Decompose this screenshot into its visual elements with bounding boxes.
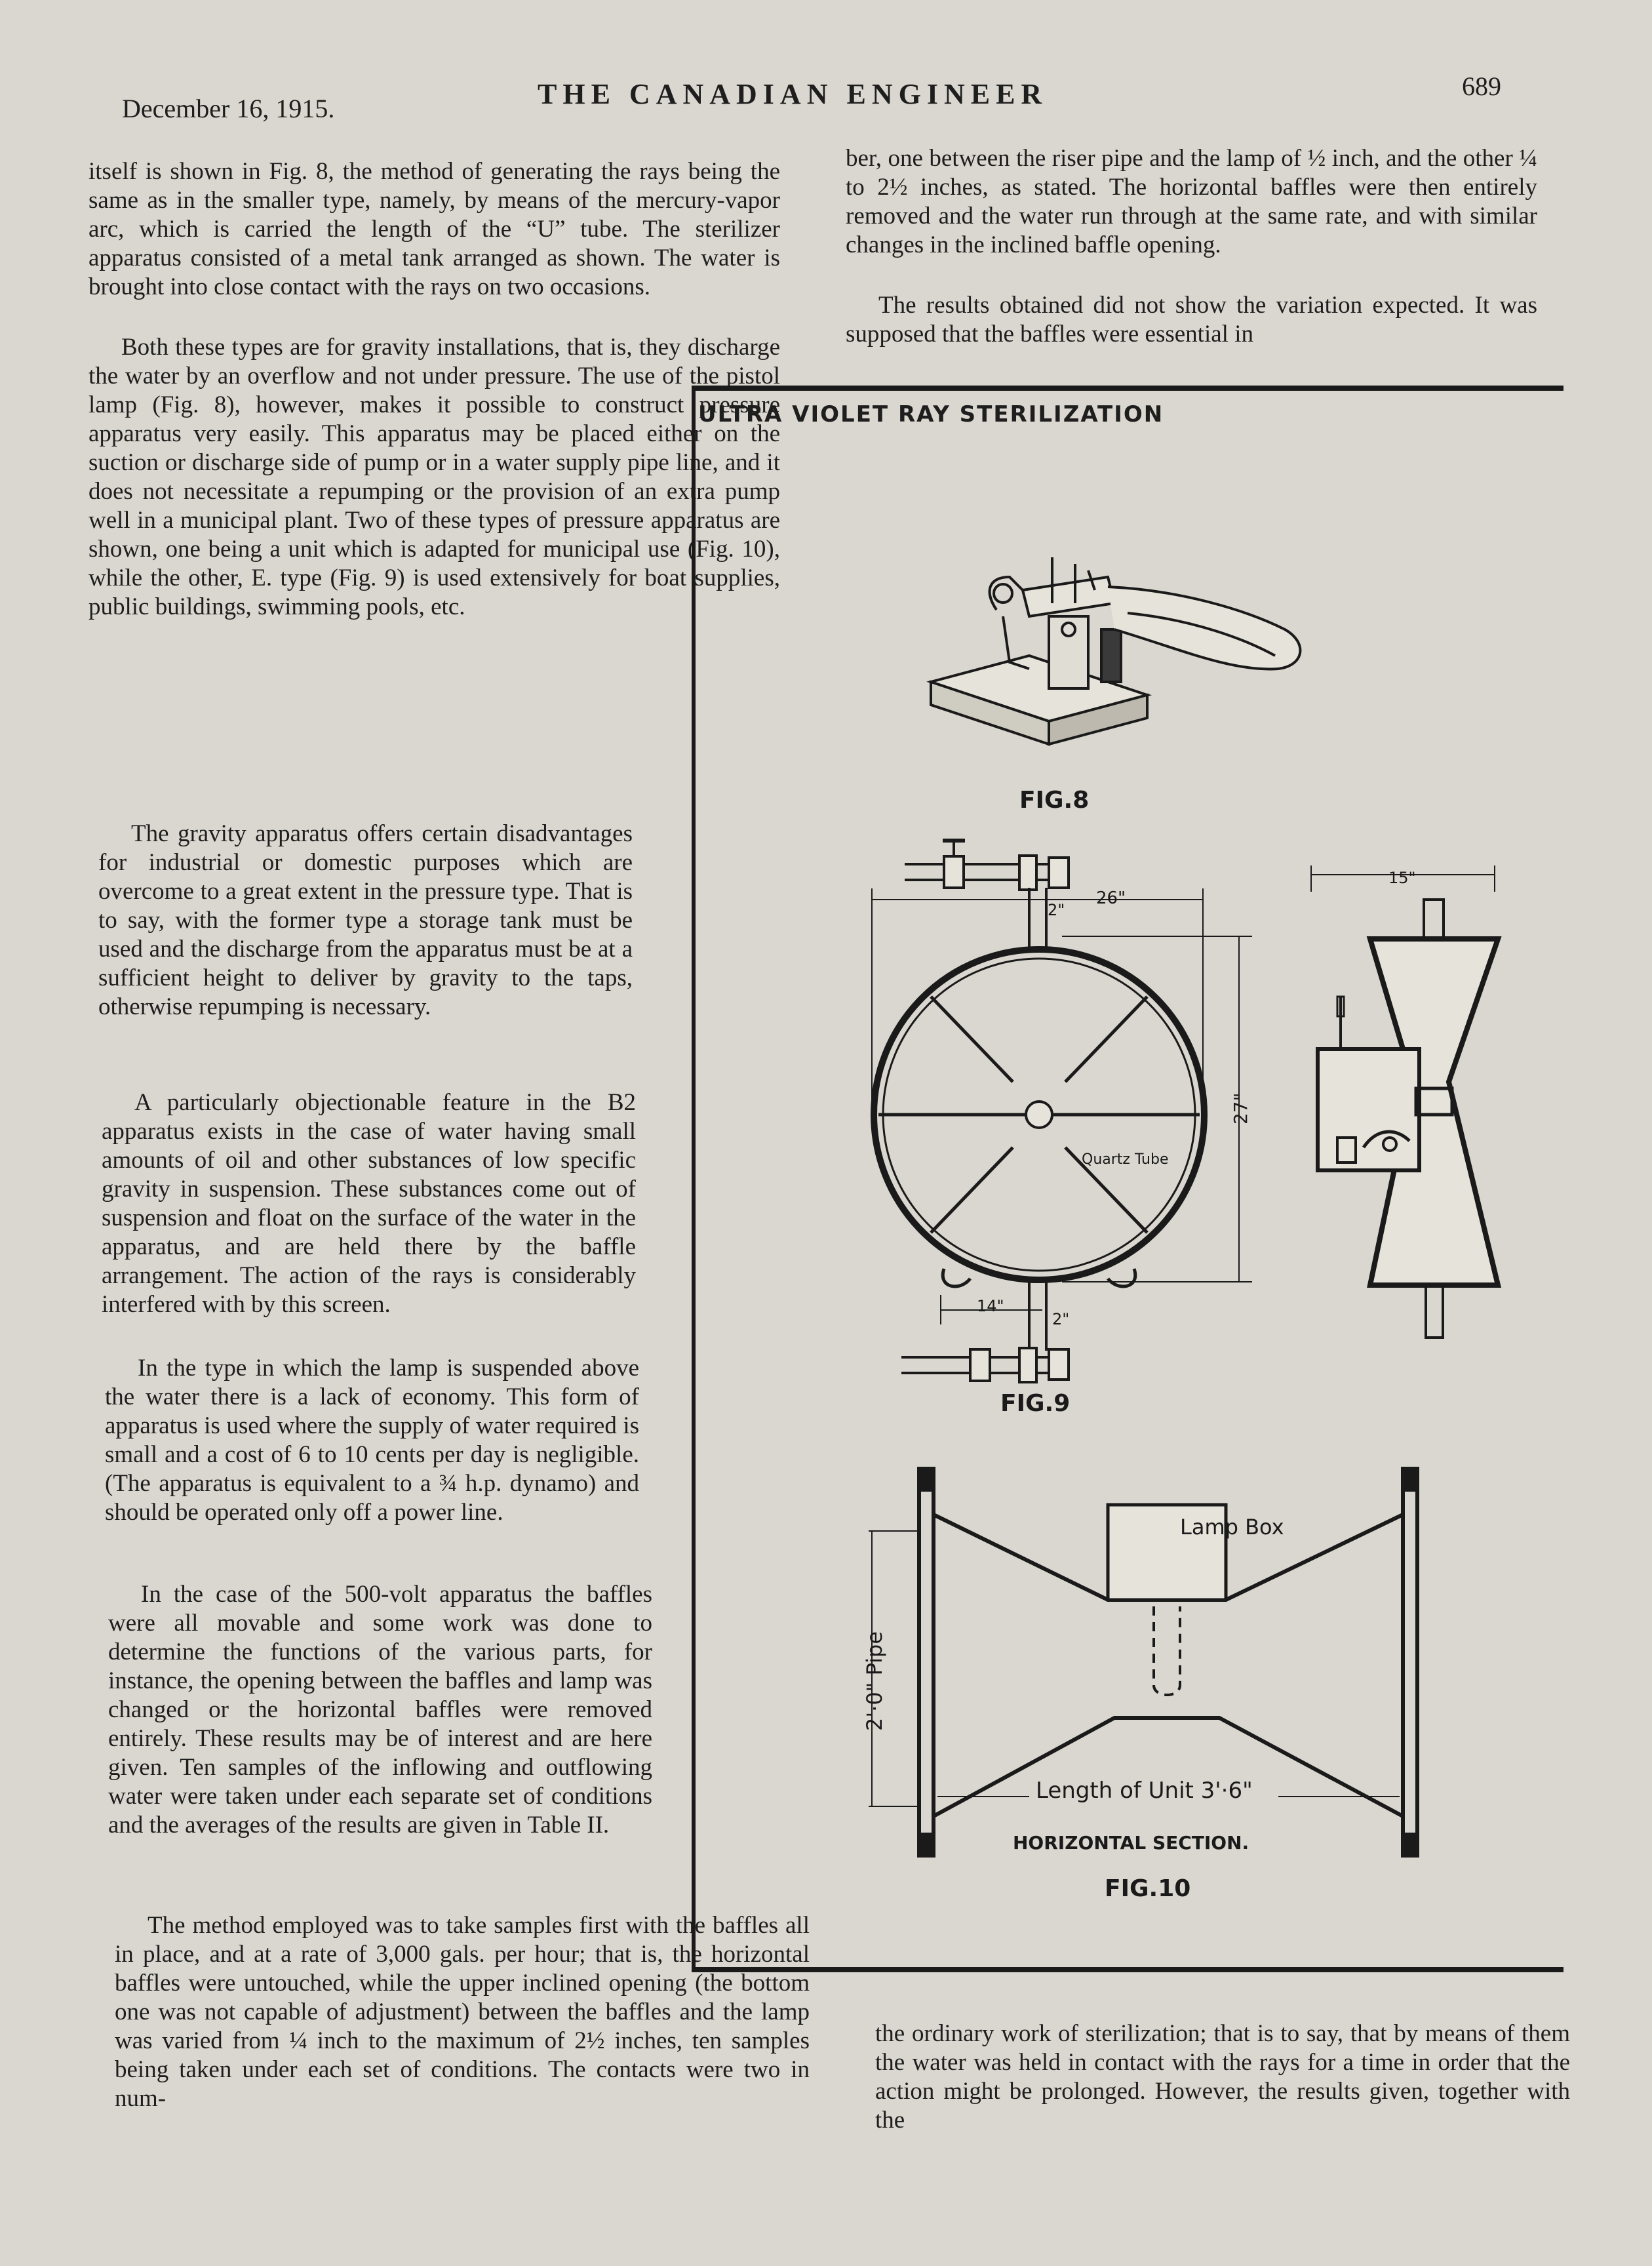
left-paragraph-3: The gravity apparatus offers certain disadvantages for industrial or domestic purposes which are overcome to a great extent in the pressure type. That is to say, with the former type a storage tank must be used and the discharge from the apparatus must be at a sufficient height to deliver by gravity to the taps, otherwise repumping is necessary.: [98, 820, 633, 1020]
right-paragraph-3: the ordinary work of sterilization; that is to say, that by means of them the water was held in contact with the rays for a time in order that the action might be prolonged. However, the results given, together with the: [875, 2020, 1570, 2134]
figure-title: ULTRA VIOLET RAY STERILIZATION: [698, 401, 1164, 427]
left-paragraph-5: In the type in which the lamp is suspended above the water there is a lack of economy. This form of apparatus is used where the supply of water required is small and a cost of 6 to 10 cents per day is negligible. (The apparatus is equivalent to a ¾ h.p. dynamo) and should be operated only off a power line.: [105, 1355, 639, 1526]
right-paragraph-2: The results obtained did not show the variation expected. It was supposed that the baffles were essential in: [846, 292, 1537, 348]
page-number: 689: [1462, 71, 1501, 101]
fig9-dim-top-pipe: 2": [1048, 901, 1065, 919]
fig9-dim-height: 27": [1230, 1092, 1251, 1124]
fig10-length: Length of Unit 3'·6": [1036, 1778, 1253, 1804]
fig9-side-dim: 15": [1388, 869, 1416, 887]
left-paragraph-6: In the case of the 500-volt apparatus the baffles were all movable and some work was done to determine the functions of the various parts, for instance, the opening between the baffles and lamp was changed or the horizontal baffles were removed entirely. These results may be of interest and are here given. Ten samples of the inflowing and outflowing water were taken under each separate set of conditions and the averages of the results are given in Table II.: [108, 1581, 652, 1839]
left-paragraph-7: The method employed was to take samples first with the baffles all in place, and at a rate of 3,000 gals. per hour; that is, the horizontal baffles were untouched, while the upper inclined opening (the bottom one was not capable of adjustment) between the baffles and the lamp was varied from ¼ inch to the maximum of 2½ inches, ten samples being taken under each set of conditions. The contacts were two in num-: [115, 1912, 810, 2112]
fig10-section-label: HORIZONTAL SECTION.: [1013, 1832, 1249, 1854]
fig9-label: FIG.9: [1000, 1390, 1071, 1417]
fig9-dim-bottom-pipe: 2": [1052, 1310, 1070, 1328]
left-paragraph-1: itself is shown in Fig. 8, the method of generating the rays being the same as in the smaller type, namely, by means of the mercury-vapor arc, which is carried the length of the “U” tube. The sterilizer apparatus consisted of a metal tank arranged as shown. The water is brought into close contact with the rays on two occasions.: [88, 158, 780, 300]
fig9-dim-width: 26": [1096, 888, 1126, 908]
journal-title: THE CANADIAN ENGINEER: [538, 78, 1048, 110]
fig9-side-drawing: [1311, 865, 1498, 1338]
fig10-pipe-dimension: 2'·0" Pipe: [862, 1631, 887, 1731]
fig9-dim-bottom: 14": [977, 1297, 1004, 1315]
fig10-lamp-box: Lamp Box: [1180, 1515, 1284, 1540]
fig10-label: FIG.10: [1105, 1875, 1191, 1902]
fig8-label: FIG.8: [1019, 787, 1090, 814]
fig9-front-drawing: [872, 841, 1252, 1382]
issue-date: December 16, 1915.: [122, 94, 335, 123]
left-paragraph-4: A particularly objectionable feature in the B2 apparatus exists in the case of water having small amounts of oil and other substances of low specific gravity in suspension. These substances come out of suspension and float on the surface of the water in the apparatus, and are held there by the baffle arrangement. The action of the rays is considerably interfered with by this screen.: [102, 1089, 636, 1318]
right-paragraph-1: ber, one between the riser pipe and the lamp of ½ inch, and the other ¼ to 2½ inches, as stated. The horizontal baffles were then entirely removed and the water run through at the same rate, and with similar changes in the inclined baffle opening.: [846, 145, 1537, 258]
fig9-quartz-label: Quartz Tube: [1082, 1151, 1169, 1168]
fig8-drawing: [931, 557, 1300, 744]
left-paragraph-2: Both these types are for gravity installations, that is, they discharge the water by an overflow and not under pressure. The use of the pistol lamp (Fig. 8), however, makes it possible to construct pressure apparatus very easily. This apparatus may be placed either on the suction or discharge side of pump or in a water supply pipe line, and it does not necessitate a repumping or the provision of an extra pump well in a municipal plant. Two of these types of pressure apparatus are shown, one being a unit which is adapted for municipal use (Fig. 10), while the other, E. type (Fig. 9) is used extensively for boat supplies, public buildings, swimming pools, etc.: [88, 334, 780, 620]
